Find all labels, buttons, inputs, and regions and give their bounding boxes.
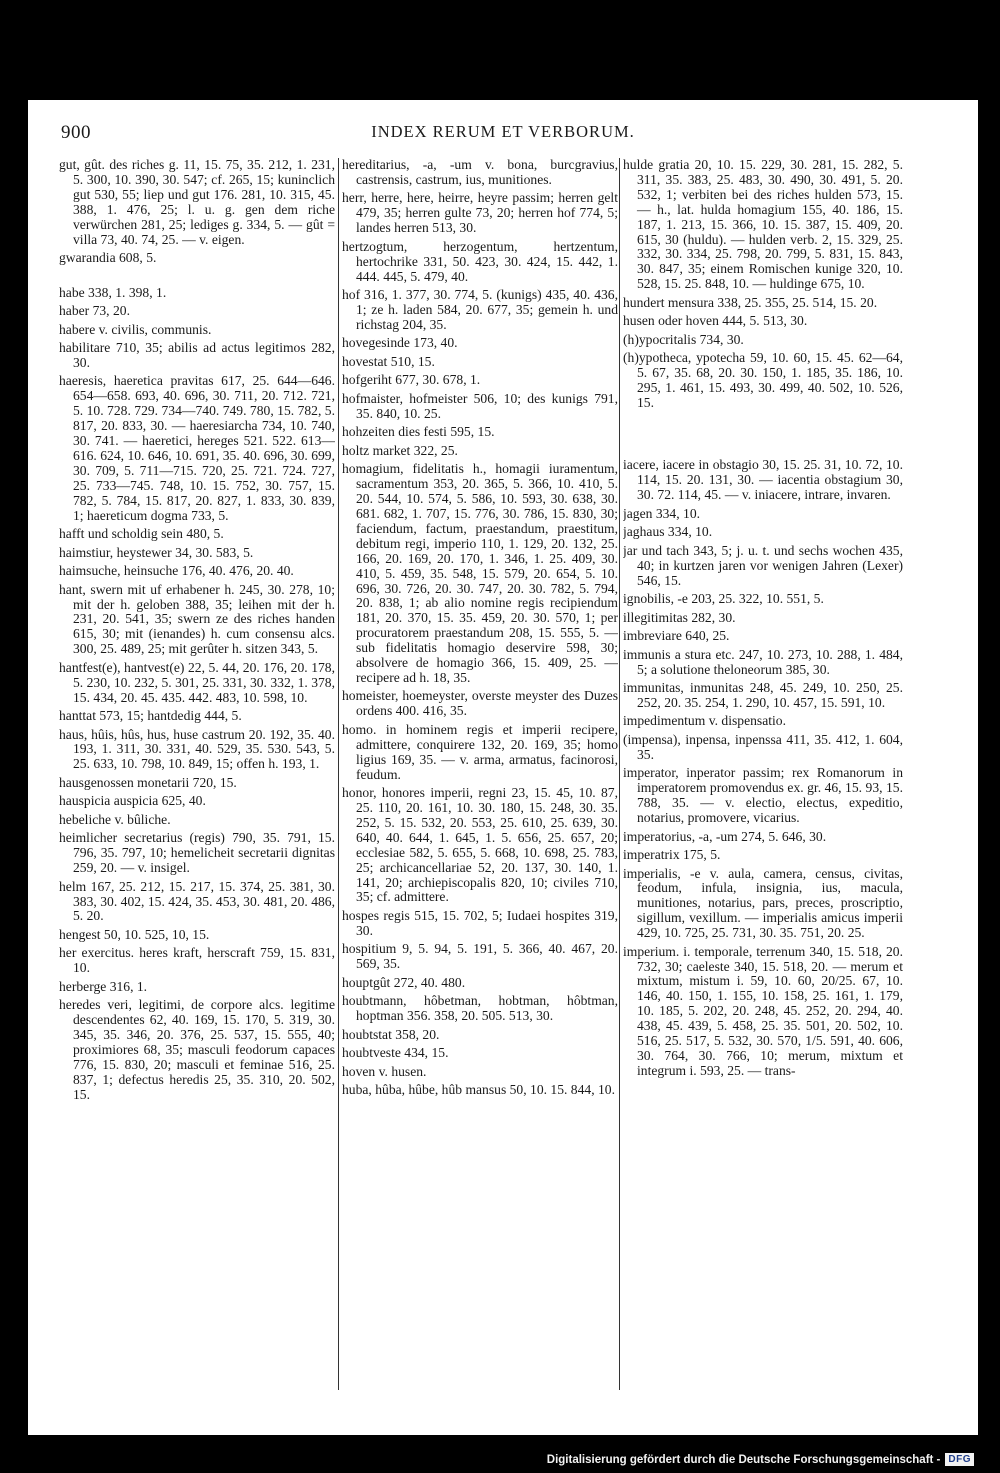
index-entry: immunitas, inmunitas 248, 45. 249, 10. 250, 25. 252, 20. 35. 254, 1. 290, 10. 457, 15. 591, 10. <box>623 680 903 710</box>
index-entry: haimstiur, heystewer 34, 30. 583, 5. <box>59 544 254 560</box>
index-entry: herr, herre, here, heirre, heyre passim; herren gelt 479, 35; herren gulte 73, 20; herren hof 774, 5; landes herren 513, 30. <box>342 190 618 236</box>
index-entry: (h)ypotheca, ypotecha 59, 10. 60, 15. 45. 62—64, 5. 67, 35. 68, 20. 30. 150, 1. 185, 35. 186, 10. 295, 1. 461, 15. 493, 30. 499, 40. 502, 10. 526, 15. <box>623 350 903 410</box>
index-entry: jar und tach 343, 5; j. u. t. und sechs wochen 435, 40; in kurtzen jaren vor wenigen Jahren (Lexer) 546, 15. <box>623 542 903 588</box>
index-entry: husen oder hoven 444, 5. 513, 30. <box>623 313 808 329</box>
index-entry: hausgenossen monetarii 720, 15. <box>59 774 237 790</box>
index-entry: imperator, inperator passim; rex Romanorum in imperatorem promovendus ex. gr. 46, 15. 93, 15. 788, 35. — v. electio, electus, expeditio, notarius, promovere, vicarius. <box>623 765 903 826</box>
index-column-2 <box>342 158 618 1430</box>
index-entry: hengest 50, 10. 525, 10, 15. <box>59 926 210 942</box>
index-entry: gut, gût. des riches g. 11, 15. 75, 35. 212, 1. 231, 5. 300, 10. 390, 30. 547; cf. 265, 15; kuninclich gut 530, 55; liep und gut 176. 281, 10. 315, 45. 388, 1. 476, 25; l. u. g. gen dem riche verwürchen 281, 25; lediges g. 334, 5. — gût = villa 73, 40. 74, 25. — v. eigen. <box>59 158 335 247</box>
index-entry: iacere, iacere in obstagio 30, 15. 25. 31, 10. 72, 10. 114, 15. 20. 131, 30. — iacentia obstagium 30, 30. 72. 114, 45. — v. iniacere, intrare, invaren. <box>623 457 903 503</box>
index-entry: houptgût 272, 40. 480. <box>342 974 466 990</box>
index-entry: hoven v. husen. <box>342 1063 427 1079</box>
index-entry: hofmaister, hofmeister 506, 10; des kunigs 791, 35. 840, 10. 25. <box>342 390 618 421</box>
index-column-1 <box>59 158 335 1430</box>
index-entry: (impensa), inpensa, inpenssa 411, 35. 412, 1. 604, 35. <box>623 731 903 762</box>
index-entry: hohzeiten dies festi 595, 15. <box>342 424 495 440</box>
index-entry: haimsuche, heinsuche 176, 40. 476, 20. 40. <box>59 563 294 579</box>
index-entry: homo. in hominem regis et imperii recipere, admittere, conquirere 132, 20. 169, 35; homo ligius 169, 35. — v. arma, armatus, facinorosi, feudum. <box>342 721 618 782</box>
index-entry: (h)ypocritalis 734, 30. <box>623 331 744 347</box>
index-entry: hereditarius, -a, -um v. bona, burcgravius, castrensis, castrum, ius, munitiones. <box>342 158 618 187</box>
index-entry: imperium. i. temporale, terrenum 340, 15. 518, 20. 732, 30; caeleste 340, 15. 518, 20. — merum et mixtum, mistum i. 59, 10. 60, 20/25. 67, 10. 146, 40. 150, 1. 155, 10. 158, 25. 161, 1. 179, 10. 185, 5. 202, 20. 248, 45. 252, 20. 294, 40. 438, 45. 439, 5. 458, 25. 35. 501, 20. 502, 10. 516, 25. 517, 5. 532, 30. 570, 1/5. 591, 40. 606, 30. 764, 30. 766, 10; merum, mixtum et integrum i. 593, 25. — trans- <box>623 943 903 1078</box>
index-entry: hauspicia auspicia 625, 40. <box>59 793 206 809</box>
index-entry: imperialis, -e v. aula, camera, census, civitas, feodum, infula, insignia, ius, macula, munitiones, notarius, pars, preces, proscriptio, sigillum, vexillum. — imperialis amicus imperii 429, 10. 725, 25. 731, 30. 35. 751, 20. 25. <box>623 865 903 941</box>
index-entry: herberge 316, 1. <box>59 978 148 994</box>
index-entry: hebeliche v. bûliche. <box>59 811 171 827</box>
index-entry: hant, swern mit uf erhabener h. 245, 30. 278, 10; mit der h. geloben 388, 35; leihen mit der h. 231, 20. 541, 35; swern ze des riches handen 615, 30; mit (ienandes) h. cum consensu alcs. 300, 25. 489, 25; mit gerûter h. sitzen 343, 5. <box>59 581 335 657</box>
index-entry: hofgeriht 677, 30. 678, 1. <box>342 372 481 388</box>
index-entry: heredes veri, legitimi, de corpore alcs. legitime descendentes 62, 40. 169, 15. 170, 5. 319, 30. 345, 35. 346, 20. 376, 25. 537, 15. 555, 40; proximiores 68, 35; masculi feodorum capaces 776, 15. 830, 20; masculi et feminae 516, 25. 837, 1; defectus heredis 25, 35. 310, 20. 502, 15. <box>59 997 335 1102</box>
index-entry: hanttat 573, 15; hantdedig 444, 5. <box>59 708 242 724</box>
index-entry: houbtstat 358, 20. <box>342 1026 440 1042</box>
index-entry: haus, hûis, hûs, hus, huse castrum 20. 192, 35. 40. 193, 1. 311, 30. 331, 40. 529, 35. 530. 543, 5. 25. 633, 10. 798, 10. 849, 15; offen h. 193, 1. <box>59 726 335 772</box>
index-entry: hafft und scholdig sein 480, 5. <box>59 526 224 542</box>
index-entry: impedimentum v. dispensatio. <box>623 713 786 729</box>
index-entry: houbtveste 434, 15. <box>342 1045 449 1061</box>
index-entry: her exercitus. heres kraft, herscraft 759, 15. 831, 10. <box>59 945 335 976</box>
index-entry: haeresis, haeretica pravitas 617, 25. 644—646. 654—658. 693, 40. 696, 30. 711, 20. 712. 721, 5. 10. 728. 729. 734—740. 749. 780, 15. 782, 5. 817, 20. 833, 30. — haeresiarcha 734, 10. 740, 30. 741. — haeretici, hereges 521. 522. 613—616. 624, 10. 646, 10. 691, 35. 40. 696, 30. 699, 30. 709, 5. 711—715. 720, 25. 721. 724. 727, 25. 733—745. 748, 10. 15. 752, 30. 757, 15. 782, 5. 784, 15. 817, 20. 827, 1. 833, 30. 839, 1; haereticum dogma 733, 5. <box>59 373 335 523</box>
page-number: 900 <box>61 122 91 143</box>
index-entry: imperatrix 175, 5. <box>623 847 721 863</box>
index-entry: habilitare 710, 35; abilis ad actus legitimos 282, 30. <box>59 340 335 370</box>
dfg-logo: DFG <box>945 1453 974 1466</box>
index-entry: jaghaus 334, 10. <box>623 524 713 540</box>
index-entry: habere v. civilis, communis. <box>59 321 212 337</box>
index-entry: hertzogtum, herzogentum, hertzentum, hertochrike 331, 50. 423, 30. 424, 15. 442, 1. 444. 445, 5. 479, 40. <box>342 238 618 284</box>
running-head: INDEX RERUM ET VERBORUM. <box>371 122 635 141</box>
index-entry: gwarandia 608, 5. <box>59 250 157 266</box>
index-entry: immunis a stura etc. 247, 10. 273, 10. 288, 1. 484, 5; a solutione theloneorum 385, 30. <box>623 646 903 677</box>
index-entry: hovegesinde 173, 40. <box>342 335 458 351</box>
index-entry: huba, hûba, hûbe, hûb mansus 50, 10. 15. 844, 10. <box>342 1082 615 1098</box>
section-gap <box>59 270 335 286</box>
index-entry: habe 338, 1. 398, 1. <box>59 284 167 300</box>
index-entry: hovestat 510, 15. <box>342 353 435 369</box>
index-entry: illegitimitas 282, 30. <box>623 609 736 625</box>
index-entry: honor, honores imperii, regni 23, 15. 45, 10. 87, 25. 110, 20. 161, 10. 30. 180, 15. 248, 30. 35. 252, 5. 15. 532, 20. 553, 25. 610, 25. 639, 30. 640, 40. 644, 1. 645, 1. 5. 656, 25. 657, 20; ecclesiae 582, 5. 655, 5. 668, 10. 698, 25. 783, 25; archicancellariae 52, 20. 137, 30. 140, 1. 141, 20; archiepiscopalis 820, 10; civiles 710, 35; cf. admittere. <box>342 785 618 905</box>
column-rule <box>338 158 339 1390</box>
index-entry: hof 316, 1. 377, 30. 774, 5. (kunigs) 435, 40. 436, 1; ze h. laden 584, 20. 677, 35; gemein h. und richstag 204, 35. <box>342 287 618 332</box>
index-page <box>28 100 978 1435</box>
index-entry: haber 73, 20. <box>59 303 130 319</box>
index-entry: homagium, fidelitatis h., homagii iuramentum, sacramentum 353, 20. 365, 5. 366, 10. 410, 5. 20. 544, 10. 574, 5. 586, 10. 593, 30. 638, 30. 681. 682, 1. 707, 15. 776, 30. 786, 15. 830, 30; faciendum, factum, praestandum, praestitum, debitum regi, imperio 110, 1. 129, 20. 132, 25. 166, 20. 169, 20. 170, 1. 346, 1. 25. 409, 30. 410, 5. 459, 35. 548, 15. 579, 20. 654, 5. 10. 696, 30. 726, 20. 30. 747, 20. 30. 782, 5. 794, 20. 838, 1; ab alio nomine regis recipiendum 181, 20. 370, 15. 35. 459, 20. 30. 570, 1; per procuratorem praestandum 208, 15. 555, 5. — sub fidelitatis homagio deservire 598, 30; absolvere de homagio 366, 15. 409, 25. — recipere ad h. 18, 35. <box>342 461 618 685</box>
index-entry: heimlicher secretarius (regis) 790, 35. 791, 15. 796, 35. 797, 10; hemelicheit secretarii dignitas 259, 20. — v. insigel. <box>59 830 335 876</box>
index-entry: hantfest(e), hantvest(e) 22, 5. 44, 20. 176, 20. 178, 5. 230, 10. 232, 5. 301, 25. 331, 30. 332, 1. 378, 15. 434, 20. 45. 435. 442. 483, 10. 598, 10. <box>59 659 335 705</box>
credit-text: Digitalisierung gefördert durch die Deutsche Forschungsgemeinschaft - <box>546 1453 941 1466</box>
index-entry: imbreviare 640, 25. <box>623 628 730 644</box>
index-entry: hundert mensura 338, 25. 355, 25. 514, 15. 20. <box>623 294 878 310</box>
index-entry: jagen 334, 10. <box>623 505 701 521</box>
index-entry: helm 167, 25. 212, 15. 217, 15. 374, 25. 381, 30. 383, 30. 402, 15. 424, 35. 453, 30. 481, 20. 486, 5. 20. <box>59 878 335 924</box>
section-gap <box>623 414 903 458</box>
index-entry: hulde gratia 20, 10. 15. 229, 30. 281, 15. 282, 5. 311, 35. 383, 25. 483, 30. 490, 30. 491, 5. 20. 532, 1; verbiten bei des riches hulden 573, 15. — h., lat. hulda homagium 155, 40. 186, 15. 187, 1. 213, 15. 366, 10. 15. 387, 15. 409, 20. 615, 30 (huldu). — hulden verb. 2, 15. 329, 25. 332, 30. 334, 25. 798, 20. 799, 5. 831, 15. 843, 30. 847, 35; einem Romischen kunige 320, 10. 528, 15. 25. 848, 10. — huldinge 675, 10. <box>623 158 903 292</box>
digitization-credit <box>547 1453 974 1466</box>
index-entry: hospes regis 515, 15. 702, 5; Iudaei hospites 319, 30. <box>342 907 618 938</box>
index-entry: imperatorius, -a, -um 274, 5. 646, 30. <box>623 828 827 844</box>
index-entry: houbtmann, hôbetman, hobtman, hôbtman, hoptman 356. 358, 20. 505. 513, 30. <box>342 993 618 1024</box>
index-entry: homeister, hoemeyster, overste meyster des Duzes ordens 400. 416, 35. <box>342 688 618 719</box>
column-rule <box>619 158 620 1390</box>
index-column-3 <box>623 158 903 1430</box>
index-entry: hospitium 9, 5. 94, 5. 191, 5. 366, 40. 467, 20. 569, 35. <box>342 941 618 972</box>
index-entry: ignobilis, -e 203, 25. 322, 10. 551, 5. <box>623 591 824 607</box>
index-entry: holtz market 322, 25. <box>342 442 458 458</box>
